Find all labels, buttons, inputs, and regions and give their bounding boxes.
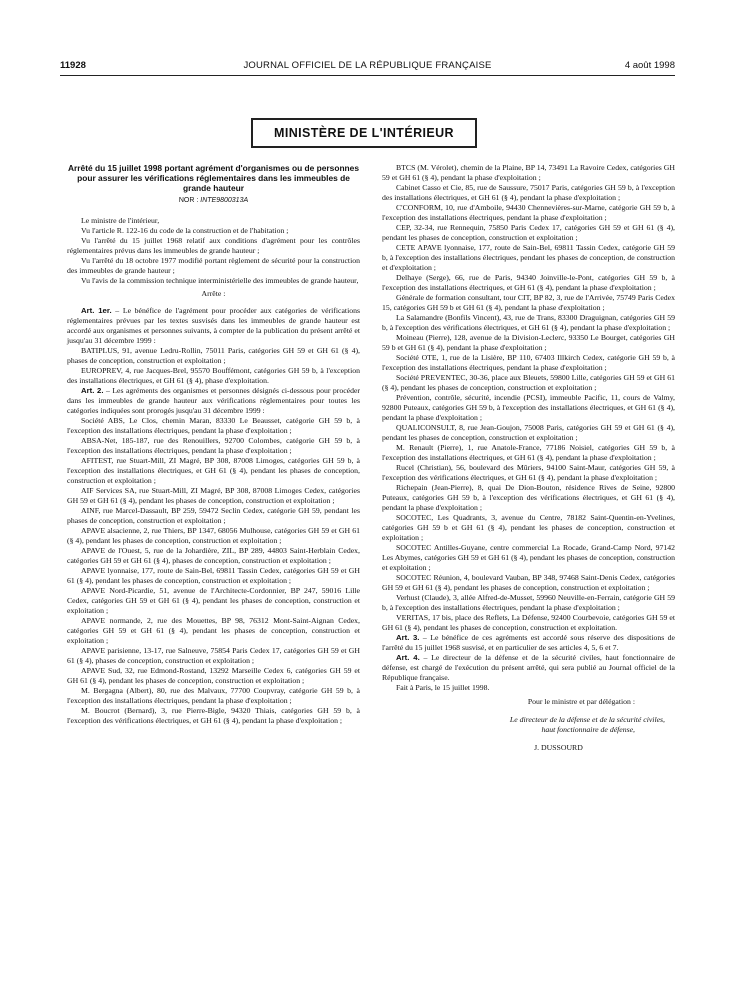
arrete-heading: Arrête : — [201, 288, 226, 298]
article-1-label: Art. 1er. — [81, 305, 112, 315]
list-item: Rucel (Christian), 56, boulevard des Mûriers, 94100 Saint-Maur, catégories GH 59, à l'exception des vérifications électriques, et GH 61 (§ 4), pendant la phase d'exploitation ; — [382, 463, 675, 482]
signatory-function: haut fonctionnaire de défense, — [541, 724, 635, 734]
issue-date: 4 août 1998 — [624, 60, 675, 71]
list-item: APAVE alsacienne, 2, rue Thiers, BP 1347, 68056 Mulhouse, catégories GH 59 et GH 61 (§ 4), pendant les phases de conception, construction et exploitation ; — [67, 525, 360, 545]
list-item: Générale de formation consultant, tour CIT, BP 82, 3, rue de l'Arrivée, 75749 Paris Cedex 15, catégories GH 59 b et GH 61 (§ 4), pendant la phase d'exploitation ; — [382, 293, 675, 312]
list-item: BATIPLUS, 91, avenue Ledru-Rollin, 75011 Paris, catégories GH 59 et GH 61 (§ 4), phases de conception, construction et exploitation ; — [67, 345, 360, 365]
right-column — [382, 163, 675, 760]
list-item: Richepain (Jean-Pierre), 8, quai De Dion-Bouton, résidence Rives de Seine, 92800 Puteaux, catégories GH 59 b, à l'exception des vérifications électriques, et GH 61 (§ 4), pendant la phase d'exploitation ; — [382, 483, 675, 512]
list-item: Société ABS, Le Clos, chemin Maran, 83330 Le Beausset, catégorie GH 59 b, à l'exception des installations électriques, pendant la phase d'exploitation ; — [67, 415, 360, 435]
header-rule — [60, 75, 675, 76]
signatory-title: Le directeur de la défense et de la sécurité civiles, — [509, 714, 665, 724]
nor-value: INTE9800313A — [200, 196, 249, 204]
journal-title: JOURNAL OFFICIEL DE LA RÉPUBLIQUE FRANÇAISE — [243, 60, 492, 71]
list-item: SOCOTEC, Les Quadrants, 3, avenue du Centre, 78182 Saint-Quentin-en-Yvelines, catégories GH 59 b et GH 61 (§ 4), pendant les phases de conception, construction et exploitation ; — [382, 513, 675, 542]
list-item: APAVE normande, 2, rue des Mouettes, BP 98, 76312 Mont-Saint-Aignan Cedex, catégories GH 59 et GH 61 (§ 4), pendant les phases de conception, construction et exploitation ; — [67, 615, 360, 645]
article-2-text: – Les agréments des organismes et personnes désignés ci-dessous pour procéder dans les immeubles de grande hauteur aux vérifications réglementaires pour toutes les catégories indiquées sont prorogés jusqu'au 31 décembre 1999 : — [67, 385, 360, 415]
article-4 — [382, 653, 675, 683]
preamble-paragraph: Vu l'arrêté du 18 octobre 1977 modifié portant règlement de sécurité pour la construction des immeubles de grande hauteur ; — [67, 255, 360, 275]
article-2 — [67, 386, 360, 416]
article-2-label: Art. 2. — [81, 385, 104, 395]
list-item: APAVE Nord-Picardie, 51, avenue de l'Architecte-Cordonnier, BP 247, 59016 Lille Cedex, catégories GH 59 et GH 61 (§ 4), pendant les phases de conception, construction et exploitation ; — [67, 585, 360, 615]
ministry-heading: MINISTÈRE DE L'INTÉRIEUR — [251, 118, 477, 148]
article-1 — [67, 306, 360, 346]
signature-delegation: Pour le ministre et par délégation : — [527, 697, 635, 706]
list-item: SOCOTEC Antilles-Guyane, centre commercial La Rocade, Grand-Camp Nord, 97142 Les Abymes, catégories GH 59 et GH 61 (§ 4), pendant les phases de conception, construction et exploitation ; — [382, 543, 675, 572]
list-item: AIF Services SA, rue Stuart-Mill, ZI Magré, BP 308, 87008 Limoges Cedex, catégories GH 59 et GH 61 (§ 4), pendant les phases de conception, construction et exploitation ; — [67, 485, 360, 505]
list-item: M. Renault (Pierre), 1, rue Anatole-France, 77186 Noisiel, catégories GH 59 b, à l'exception des installations électriques, et GH 61 (§ 4), pendant la phase d'exploitation ; — [382, 443, 675, 462]
list-item: APAVE lyonnaise, 177, route de Sain-Bel, 69811 Tassin Cedex, catégories GH 59 et GH 61 (§ 4), pendant les phases de conception, construction et exploitation ; — [67, 565, 360, 585]
left-column — [67, 163, 360, 726]
list-item: CETE APAVE lyonnaise, 177, route de Sain-Bel, 69811 Tassin Cedex, catégorie GH 59 b, à l'exception des installations électriques, pendant les phases de conception, de construction et d'exploitation ; — [382, 243, 675, 272]
list-item: M. Boucrot (Bernard), 3, rue Pierre-Bigle, 94320 Thiais, catégories GH 59 b, à l'exception des vérifications électriques, et GH 61 (§ 4), pendant la phase d'exploitation ; — [67, 705, 360, 725]
nor-reference — [67, 196, 360, 206]
preamble-paragraph: Vu l'avis de la commission technique interministérielle des immeubles de grande hauteur, — [81, 275, 359, 285]
list-item: ABSA-Net, 185-187, rue des Renouillers, 92700 Colombes, catégorie GH 59 b, à l'exception des installations électriques, pendant la phase d'exploitation ; — [67, 435, 360, 455]
preamble-paragraph: Vu l'article R. 122-16 du code de la construction et de l'habitation ; — [81, 225, 289, 235]
list-item: EUROPREV, 4, rue Jacques-Brel, 95570 Bouffémont, catégories GH 59 b, à l'exception des installations électriques, et GH 61 (§ 4), phase d'exploitation. — [67, 365, 360, 385]
list-item: BTCS (M. Vérolet), chemin de la Plaine, BP 14, 73491 La Ravoire Cedex, catégories GH 59 et GH 61 (§ 4), pendant la phase d'exploitation ; — [382, 163, 675, 182]
list-item: APAVE de l'Ouest, 5, rue de la Johardière, ZIL, BP 289, 44803 Saint-Herblain Cedex, catégories GH 59 et GH 61 (§ 4), phases de conception, construction et exploitation ; — [67, 545, 360, 565]
list-item: QUALICONSULT, 8, rue Jean-Goujon, 75008 Paris, catégories GH 59 et GH 61 (§ 4), pendant les phases de conception, construction et exploitation ; — [382, 423, 675, 442]
list-item: VERITAS, 17 bis, place des Reflets, La Défense, 92400 Courbevoie, catégories GH 59 et GH 61 (§ 4), pendant les phases de conception, construction et exploitation. — [382, 613, 675, 632]
list-item: Delhaye (Serge), 66, rue de Paris, 94340 Joinville-le-Pont, catégories GH 59 b, à l'exception des installations électriques, et GH 61 (§ 4), pendant la phase d'exploitation ; — [382, 273, 675, 292]
page-number: 11928 — [60, 60, 86, 71]
preamble-paragraph: Le ministre de l'intérieur, — [81, 215, 160, 225]
list-item: Verhust (Claude), 3, allée Alfred-de-Musset, 59960 Neuville-en-Ferrain, catégorie GH 59 b, à l'exception des installations électriques, pendant la phase d'exploitation ; — [382, 593, 675, 612]
signatory-name: J. DUSSOURD — [534, 742, 583, 752]
list-item: Société PREVENTEC, 30-36, place aux Bleuets, 59800 Lille, catégories GH 59 et GH 61 (§ 4), pendant les phases de conception, construction et exploitation ; — [382, 373, 675, 392]
article-3-label: Art. 3. — [396, 633, 420, 642]
article-3 — [382, 633, 675, 653]
list-item: Moineau (Pierre), 128, avenue de la Division-Leclerc, 93350 Le Bourget, catégories GH 59 b et GH 61 (§ 4), pendant la phase d'exploitation ; — [382, 333, 675, 352]
article-4-text: – Le directeur de la défense et de la sécurité civiles, haut fonctionnaire de défense, est chargé de l'exécution du présent arrêté, qui sera publié au Journal officiel de la République française. — [382, 653, 675, 682]
article-1-text: – Le bénéfice de l'agrément pour procéder aux catégories de vérifications réglementaires prévues par les textes susvisés dans les immeubles de grande hauteur est accordé aux organismes et personnes suivants, à compter de la publication du présent arrêté et jusqu'au 31 décembre 1999 : — [67, 305, 360, 345]
article-4-label: Art. 4. — [396, 653, 420, 662]
list-item: La Salamandre (Bonfils Vincent), 43, rue de Trans, 83300 Draguignan, catégories GH 59 b, à l'exception des vérifications électriques, et GH 61 (§ 4), pendant la phase d'exploitation ; — [382, 313, 675, 332]
list-item: Société OTE, 1, rue de la Lisière, BP 110, 67403 Illkirch Cedex, catégorie GH 59 b, à l'exception des installations électriques, pendant la phase d'exploitation ; — [382, 353, 675, 372]
signing-place-date: Fait à Paris, le 15 juillet 1998. — [396, 683, 490, 692]
decree-title: Arrêté du 15 juillet 1998 portant agrément d'organismes ou de personnes pour assurer les vérifications réglementaires dans les immeubles de grande hauteur — [67, 163, 359, 194]
list-item: SOCOTEC Réunion, 4, boulevard Vauban, BP 348, 97468 Saint-Denis Cedex, catégories GH 59 et GH 61 (§ 4), pendant les phases de conception, construction et exploitation ; — [382, 573, 675, 592]
list-item: CEP, 32-34, rue Rennequin, 75850 Paris Cedex 17, catégories GH 59 et GH 61 (§ 4), pendant les phases de conception, construction et exploitation ; — [382, 223, 675, 242]
preamble-paragraph: Vu l'arrêté du 15 juillet 1968 relatif aux conditions d'agrément pour les contrôles réglementaires prévus dans les immeubles de grande hauteur ; — [67, 235, 360, 255]
list-item: AINF, rue Marcel-Dassault, BP 259, 59472 Seclin Cedex, catégorie GH 59, pendant les phases de conception, construction et exploitation ; — [67, 505, 360, 525]
list-item: AFITEST, rue Stuart-Mill, ZI Magré, BP 308, 87008 Limoges, catégories GH 59 b, à l'exception des installations électriques, et GH 61 (§ 4), pendant les phases de conception, construction et exploitation ; — [67, 455, 360, 485]
list-item: M. Bergagna (Albert), 80, rue des Malvaux, 77700 Coupvray, catégorie GH 59 b, à l'exception des installations électriques, pendant la phase d'exploitation ; — [67, 685, 360, 705]
nor-label: NOR : — [178, 196, 199, 204]
list-item: Prévention, contrôle, sécurité, incendie (PCSI), immeuble Pacific, 11, cours de Valmy, 92800 Puteaux, catégories GH 59 b, à l'exception des installations électriques, et GH 61 (§ 4), pendant la phase d'exploitation ; — [382, 393, 675, 422]
list-item: APAVE parisienne, 13-17, rue Salneuve, 75854 Paris Cedex 17, catégories GH 59 et GH 61 (§ 4), phases de conception, construction et exploitation ; — [67, 645, 360, 665]
running-header — [60, 60, 675, 74]
article-3-text: – Le bénéfice de ces agréments est accordé sous réserve des dispositions de l'arrêté du 15 juillet 1968 susvisé, et en particulier de ses articles 4, 5, 6 et 7. — [382, 633, 675, 652]
list-item: APAVE Sud, 32, rue Edmond-Rostand, 13292 Marseille Cedex 6, catégories GH 59 et GH 61 (§ 4), pendant les phases de conception, construction et exploitation ; — [67, 665, 360, 685]
list-item: C'CONFORM, 10, rue d'Amboile, 94430 Chennevières-sur-Marne, catégorie GH 59 b, à l'exception des installations électriques, pendant la phase d'exploitation ; — [382, 203, 675, 222]
list-item: Cabinet Casso et Cie, 85, rue de Saussure, 75017 Paris, catégories GH 59 b, à l'exception des installations électriques, et GH 61 (§ 4), pendant la phase d'exploitation ; — [382, 183, 675, 202]
